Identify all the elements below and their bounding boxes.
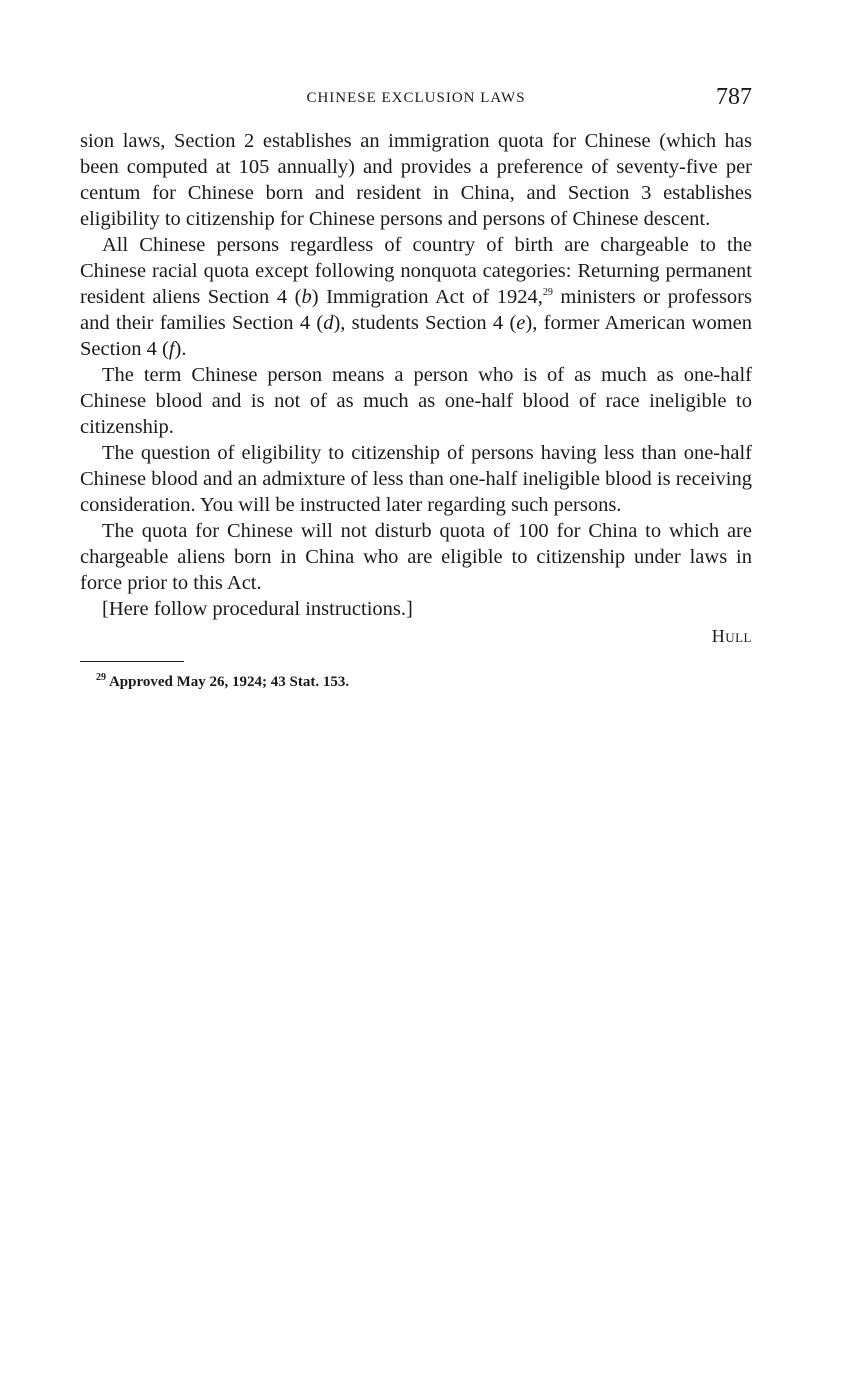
footnote-reference: 29 [542,287,553,299]
footnote-rule [80,661,184,662]
running-head [80,84,752,114]
paragraph-6: [Here follow procedural instructions.] [102,598,413,620]
footnote-marker: 29 [96,672,106,683]
body-text [80,128,752,622]
footnote-text: Approved May 26, 1924; 43 Stat. 153. [108,674,350,690]
document-page [80,84,752,691]
running-title: CHINESE EXCLUSION LAWS [306,90,526,106]
page-number: 787 [716,84,752,110]
footnote [96,674,752,691]
paragraph-1: sion laws, Section 2 establishes an immigration quota for Chinese (which has been computed at 105 annually) and provides a preference of seventy-five per centum for Chinese born and resident in China, and Section 3 establishes eligibility to citizenship for Chinese persons and persons of Chinese descent. [80,130,752,230]
paragraph-4: The question of eligibility to citizenship of persons having less than one-half Chinese blood and an admixture of less than one-half ineligible blood is receiving consideration. You will be instructed later regarding such persons. [80,442,752,516]
paragraph-3: The term Chinese person means a person who is of as much as one-half Chinese blood and is not of as much as one-half blood of race ineligible to citizenship. [80,364,752,438]
signature: Hull [711,626,752,646]
paragraph-5: The quota for Chinese will not disturb quota of 100 for China to which are chargeable aliens born in China who are eligible to citizenship under laws in force prior to this Act. [80,520,752,594]
paragraph-2: All Chinese persons regardless of country of birth are chargeable to the Chinese racial quota except following nonquota categories: Returning permanent resident aliens Section 4 (b) Immigration Act of 1924,29 ministers or professors and their families Section 4 (d), students Section 4 (e), former American women Section 4 (f). [80,234,752,360]
